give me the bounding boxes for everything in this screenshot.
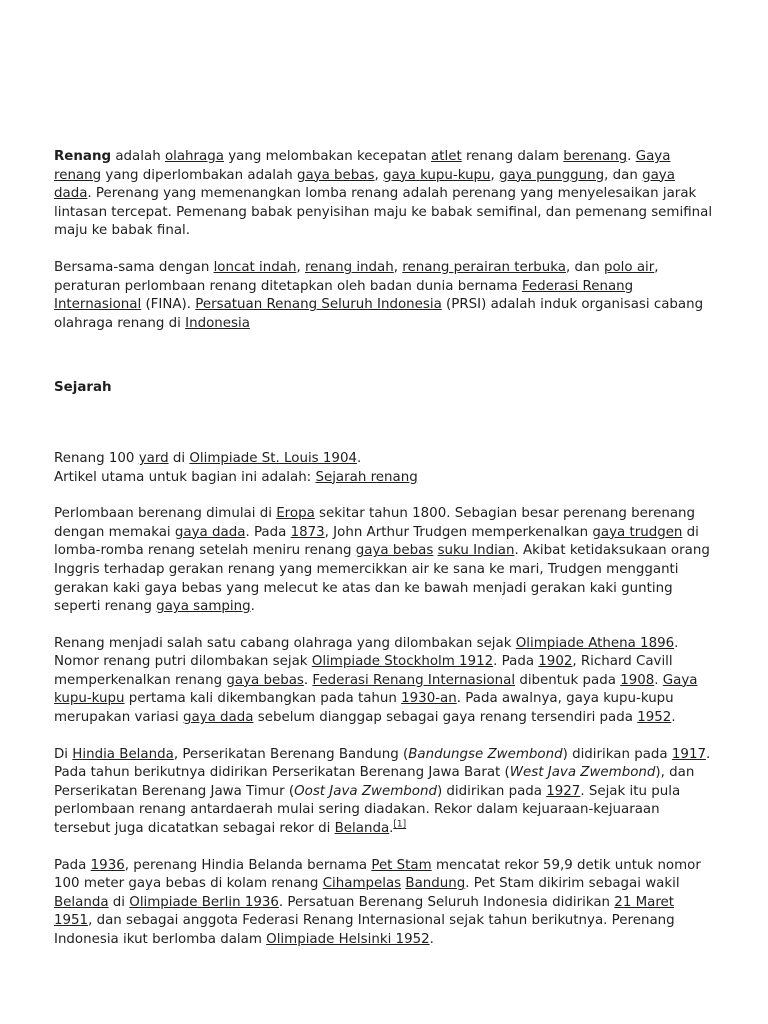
link-gaya-bebas[interactable]: gaya bebas (296, 167, 375, 183)
link-gaya-trudgen[interactable]: gaya trudgen (592, 524, 683, 540)
link-gaya-samping[interactable]: gaya samping (156, 599, 251, 615)
link-suku-indian[interactable]: suku Indian (437, 543, 515, 559)
intro-paragraph-1: Renang adalah olahraga yang melombakan kecepatan atlet renang dalam berenang. Gaya renang yang diperlombakan adalah gaya bebas, gaya kupu-kupu, gaya punggung, dan gaya dada. Perenang yang memenangkan lomba renang adalah perenang yang menyelesaikan jarak lintasan tercepat. Pemenang babak penyisihan maju ke babak semifinal, dan pemenang semifinal maju ke babak final. (54, 149, 713, 239)
italic-oost-java-zwembond: Oost Java Zwembond (294, 783, 437, 799)
link-cihampelas[interactable]: Cihampelas (322, 876, 402, 892)
link-gaya-kupu-kupu[interactable]: Gaya kupu-kupu (54, 672, 698, 707)
sejarah-paragraph-2: Renang menjadi salah satu cabang olahraga yang dilombakan sejak Olimpiade Athena 1896. Nomor renang putri dilombakan sejak Olimpiade Stockholm 1912. Pada 1902, Richard Cavill memperkenalkan renang gaya bebas. Federasi Renang Internasional dibentuk pada 1908. Gaya kupu-kupu pertama kali dikembangkan pada tahun 1930-an. Pada awalnya, gaya kupu-kupu merupakan variasi gaya dada sebelum dianggap sebagai gaya renang tersendiri pada 1952. (54, 635, 698, 726)
link-olimpiade-athena[interactable]: Olimpiade Athena 1896 (515, 635, 675, 651)
link-hindia-belanda[interactable]: Hindia Belanda (72, 746, 174, 762)
link-olimpiade-berlin[interactable]: Olimpiade Berlin 1936 (129, 894, 279, 910)
link-belanda[interactable]: Belanda (54, 894, 109, 910)
link-federasi-renang-internasional[interactable]: Federasi Renang Internasional (312, 672, 516, 688)
link-olimpiade-st-louis[interactable]: Olimpiade St. Louis 1904 (189, 450, 357, 466)
link-prsi[interactable]: Persatuan Renang Seluruh Indonesia (195, 297, 442, 313)
link-yard[interactable]: yard (138, 450, 169, 466)
link-olahraga[interactable]: olahraga (164, 149, 224, 164)
main-article-note: Artikel utama untuk bagian ini adalah: (54, 469, 316, 485)
article-lead-term: Renang (54, 149, 112, 164)
sejarah-paragraph-3: Di Hindia Belanda, Perserikatan Berenang Bandung (Bandungse Zwembond) didirikan pada 1917. Pada tahun berikutnya didirikan Perserikatan Berenang Jawa Barat (West Java Zwembond), dan Perserikatan Berenang Jawa Timur (Oost Java Zwembond) didirikan pada 1927. Sejak itu pula perlombaan renang antardaerah mulai sering diadakan. Rekor dalam kejuaraan-kejuaraan tersebut juga dicatatkan sebagai rekor di Belanda.[1] (54, 746, 711, 837)
link-1902[interactable]: 1902 (538, 654, 573, 670)
sejarah-paragraph-4: Pada 1936, perenang Hindia Belanda bernama Pet Stam mencatat rekor 59,9 detik untuk nomor 100 meter gaya bebas di kolam renang Cihampelas Bandung. Pet Stam dikirim sebagai wakil Belanda di Olimpiade Berlin 1936. Persatuan Berenang Seluruh Indonesia didirikan 21 Maret 1951, dan sebagai anggota Federasi Renang Internasional sejak tahun berikutnya. Perenang Indonesia ikut berlomba dalam Olimpiade Helsinki 1952. (54, 857, 701, 947)
link-gaya-dada[interactable]: gaya dada (54, 167, 675, 202)
link-gaya-kupu-kupu[interactable]: gaya kupu-kupu (382, 167, 491, 183)
italic-west-java-zwembond: West Java Zwembond (509, 765, 656, 781)
link-bandung[interactable]: Bandung (405, 876, 466, 892)
link-pet-stam[interactable]: Pet Stam (371, 857, 432, 873)
link-gaya-punggung[interactable]: gaya punggung (499, 167, 605, 183)
link-gaya-dada[interactable]: gaya dada (182, 710, 254, 726)
link-berenang[interactable]: berenang (563, 149, 628, 164)
link-1936[interactable]: 1936 (90, 857, 125, 873)
link-gaya-dada[interactable]: gaya dada (174, 524, 246, 540)
link-eropa[interactable]: Eropa (276, 506, 315, 522)
link-gaya-renang[interactable]: Gaya renang (54, 149, 671, 183)
link-renang-perairan-terbuka[interactable]: renang perairan terbuka (402, 259, 566, 275)
link-21-maret-1951[interactable]: 21 Maret 1951 (54, 894, 675, 929)
reference-link-1[interactable]: [1] (393, 819, 407, 830)
link-belanda[interactable]: Belanda (334, 821, 390, 837)
link-polo-air[interactable]: polo air (603, 259, 655, 275)
link-1908[interactable]: 1908 (620, 672, 655, 688)
link-renang-indah[interactable]: renang indah (304, 259, 394, 275)
link-1917[interactable]: 1917 (671, 746, 706, 762)
link-gaya-bebas[interactable]: gaya bebas (355, 543, 434, 559)
link-1873[interactable]: 1873 (290, 524, 325, 540)
link-olimpiade-helsinki[interactable]: Olimpiade Helsinki 1952 (266, 932, 430, 947)
link-indonesia[interactable]: Indonesia (185, 315, 250, 331)
link-sejarah-renang[interactable]: Sejarah renang (315, 469, 418, 485)
link-gaya-bebas[interactable]: gaya bebas (226, 672, 304, 688)
section-heading-sejarah: Sejarah (54, 380, 112, 396)
link-loncat-indah[interactable]: loncat indah (213, 259, 297, 275)
image-caption: Renang 100 yard di Olimpiade St. Louis 1904. Artikel utama untuk bagian ini adalah: Sejarah renang (54, 450, 418, 485)
link-atlet[interactable]: atlet (431, 149, 462, 164)
link-1927[interactable]: 1927 (546, 783, 581, 799)
italic-bandungse-zwembond: Bandungse Zwembond (408, 746, 563, 762)
link-1930-an[interactable]: 1930-an (401, 691, 457, 707)
sejarah-paragraph-1: Perlombaan berenang dimulai di Eropa sekitar tahun 1800. Sebagian besar perenang berenang dengan memakai gaya dada. Pada 1873, John Arthur Trudgen memperkenalkan gaya trudgen di lomba-romba renang setelah meniru renang gaya bebas suku Indian. Akibat ketidaksukaan orang Inggris terhadap gerakan renang yang memercikkan air ke sana ke mari, Trudgen mengganti gerakan kaki gaya bebas yang melecut ke atas dan ke bawah menjadi gerakan kaki gunting seperti renang gaya samping. (54, 506, 710, 615)
link-fina[interactable]: Federasi Renang Internasional (54, 278, 634, 313)
intro-paragraph-2: Bersama-sama dengan loncat indah, renang indah, renang perairan terbuka, dan polo air, peraturan perlombaan renang ditetapkan oleh badan dunia bernama Federasi Renang Internasional (FINA). Persatuan Renang Seluruh Indonesia (PRSI) adalah induk organisasi cabang olahraga renang di Indonesia (54, 259, 704, 331)
article-body (54, 148, 716, 968)
link-olimpiade-stockholm[interactable]: Olimpiade Stockholm 1912 (311, 654, 494, 670)
link-1952[interactable]: 1952 (637, 710, 672, 726)
